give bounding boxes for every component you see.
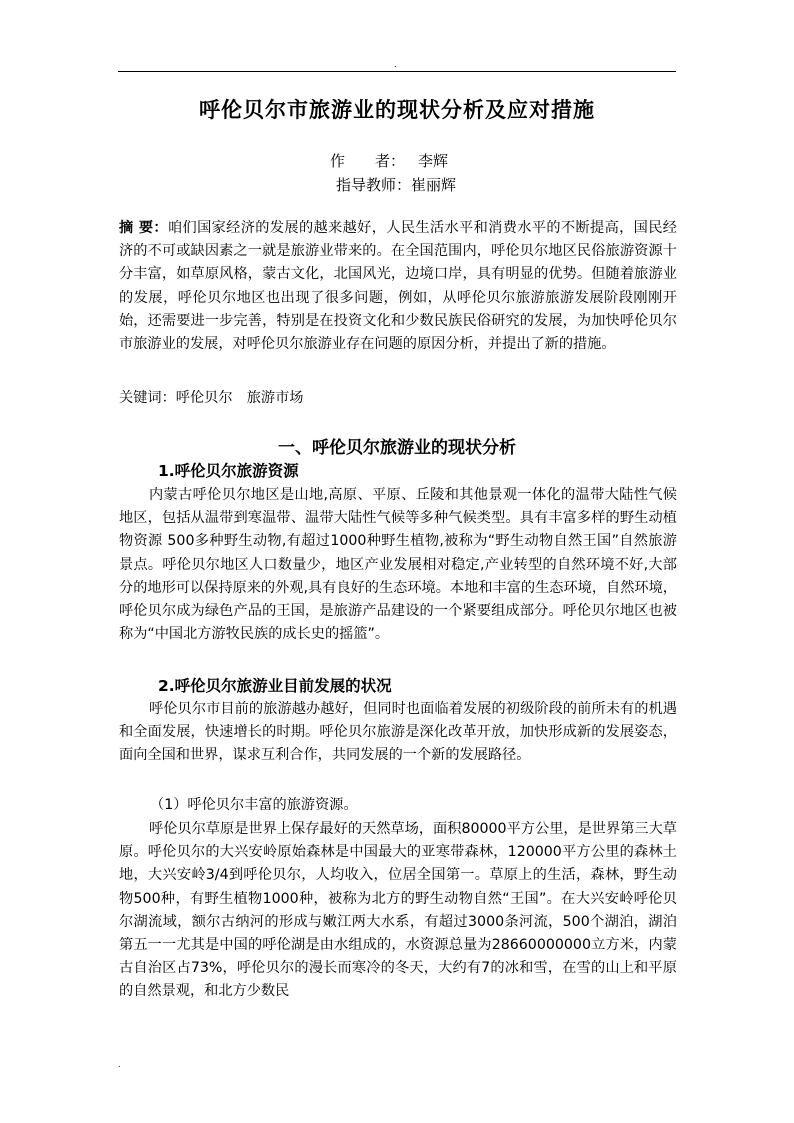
keywords-label: 关键词： [119,390,176,406]
subsection-heading-resources: 1.呼伦贝尔旅游资源 [158,462,299,480]
subsection-heading-development: 2.呼伦贝尔旅游业目前发展的状况 [158,677,392,695]
header-dot: . [394,60,397,69]
abstract-label: 摘 要： [119,220,168,236]
paragraph-rich-resources: 呼伦贝尔草原是世界上保存最好的天然草场，面积80000平方公里，是世界第三大草原。呼伦贝尔的大兴安岭原始森林是中国最大的亚寒带森林，120000平方公里的森林土地，大兴安岭3/4到呼伦贝尔，人均收入，位居全国第一。草原上的生活，森林，野生动物500种，有野生植物1000种，被称为北方的野生动物自然“王国”。在大兴安岭呼伦贝尔湖流域，额尔古纳河的形成与嫩江两大水系，有超过3000条河流，500个湖泊，湖泊第五一一尤其是中国的呼伦湖是由水组成的，水资源总量为28660000000立方米，内蒙古自治区占73%，呼伦贝尔的漫长而寒冷的冬天，大约有7的冰和雪，在雪的山上和平原的自然景观，和北方少数民 [119,821,677,1000]
header-rule [118,71,676,72]
author-line [330,150,570,171]
paragraph-development: 呼伦贝尔市目前的旅游越办越好，但同时也面临着发展的初级阶段的前所未有的机遇和全面发展，快速增长的时期。呼伦贝尔旅游是深化改革开放，加快形成新的发展姿态，面向全国和世界，谋求互利合作，共同发展的一个新的发展路径。 [119,701,677,764]
abstract-text: 咱们国家经济的发展的越来越好，人民生活水平和消费水平的不断提高，国民经济的不可或缺因素之一就是旅游业带来的。在全国范围内，呼伦贝尔地区民俗旅游资源十分丰富，如草原风格，蒙古文化，北国风光，边境口岸，具有明显的优势。但随着旅游业的发展，呼伦贝尔地区也出现了很多问题，例如，从呼伦贝尔旅游旅游发展阶段刚刚开始，还需要进一步完善，特别是在投资文化和少数民族民俗研究的发展，为加快呼伦贝尔市旅游业的发展，对呼伦贝尔旅游业存在问题的原因分析，并提出了新的措施。 [119,220,677,353]
document-title: 呼伦贝尔市旅游业的现状分析及应对措施 [199,98,595,122]
author-label: 作 者： [330,152,406,170]
keywords-text: 呼伦贝尔 旅游市场 [175,390,304,406]
list-item-rich-resources: （1）呼伦贝尔丰富的旅游资源。 [150,797,358,813]
keywords-line [119,387,677,407]
abstract-paragraph [119,217,677,356]
paragraph-resources: 内蒙古呼伦贝尔地区是山地,高原、平原、丘陵和其他景观一体化的温带大陆性气候地区，包括从温带到寒温带、温带大陆性气候等多种气候类型。具有丰富多样的野生动植物资源 500多种野生动物,有超过1000种野生植物,被称为“野生动物自然王国”自然旅游景点。呼伦贝尔地区人口数量少，地区产业发展相对稳定,产业转型的自然环境不好,大部分的地形可以保持原来的外观,具有良好的生态环境。本地和丰富的生态环境，自然环境，呼伦贝尔成为绿色产品的王国，是旅游产品建设的一个紧要组成部分。呼伦贝尔地区也被称为“中国北方游牧民族的成长史的摇篮”。 [119,487,677,643]
author-name: 李辉 [418,152,449,170]
footer-dot: . [118,1060,121,1069]
advisor-label: 指导教师： [336,176,412,194]
advisor-name: 崔丽辉 [411,176,457,194]
advisor-line [336,174,576,195]
section-heading: 一、呼伦贝尔旅游业的现状分析 [278,438,516,458]
